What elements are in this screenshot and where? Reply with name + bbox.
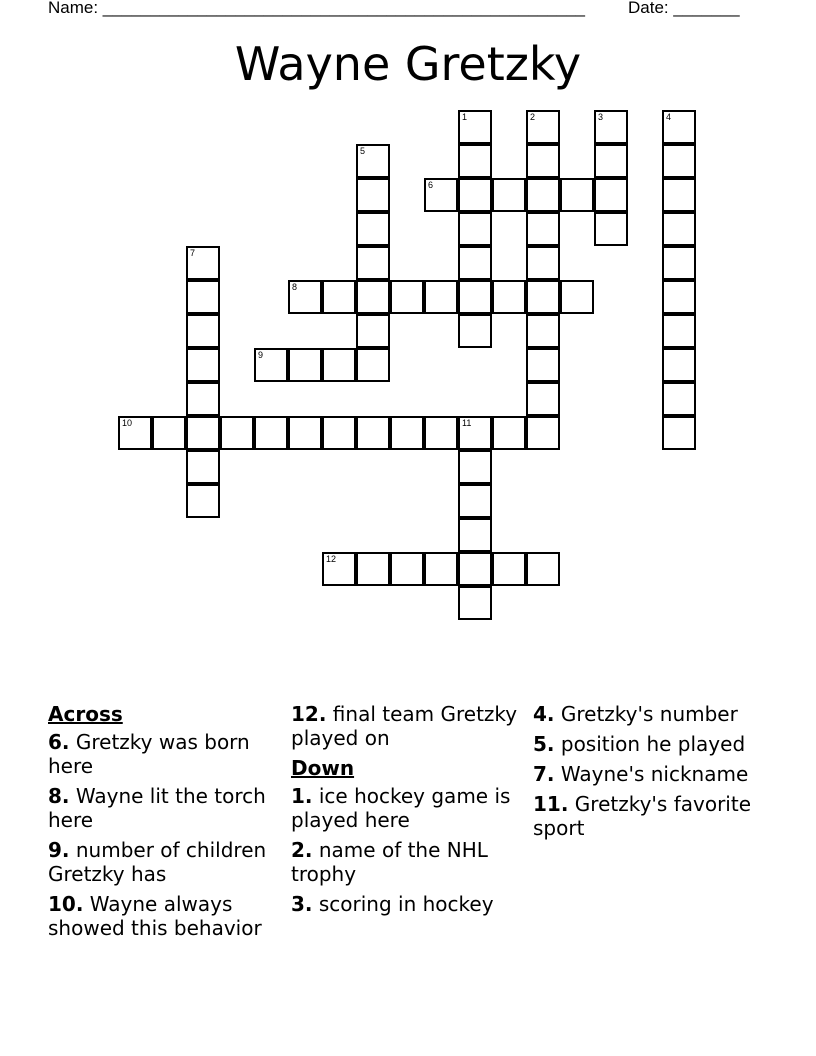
grid-cell[interactable]: [390, 416, 424, 450]
grid-cell[interactable]: [186, 416, 220, 450]
grid-cell[interactable]: [662, 246, 696, 280]
grid-cell[interactable]: [186, 484, 220, 518]
clue-down-5: 5. position he played: [533, 732, 746, 756]
clue-across-9: 9. number of children Gretzky has: [48, 838, 267, 886]
grid-cell[interactable]: [662, 280, 696, 314]
clue-down-3: 3. scoring in hockey: [291, 892, 494, 916]
grid-cell[interactable]: [288, 280, 322, 314]
grid-cell[interactable]: [594, 144, 628, 178]
date-line: Date: _______: [628, 0, 740, 17]
grid-cell[interactable]: [356, 314, 390, 348]
grid-cell[interactable]: [356, 280, 390, 314]
grid-cell[interactable]: [458, 314, 492, 348]
grid-cell[interactable]: [254, 416, 288, 450]
grid-cell[interactable]: [356, 178, 390, 212]
grid-cell[interactable]: [186, 382, 220, 416]
grid-cell[interactable]: [594, 212, 628, 246]
across-heading: Across: [48, 702, 123, 726]
clue-across-8: 8. Wayne lit the torch here: [48, 784, 266, 832]
grid-cell[interactable]: [594, 178, 628, 212]
grid-cell[interactable]: [186, 450, 220, 484]
grid-cell[interactable]: [424, 178, 458, 212]
grid-cell[interactable]: [526, 314, 560, 348]
grid-cell[interactable]: [458, 484, 492, 518]
grid-cell[interactable]: [152, 416, 186, 450]
name-line: Name: ___________________________________________________: [48, 0, 585, 17]
cell-number: 10: [122, 418, 133, 428]
grid-cell[interactable]: [526, 110, 560, 144]
grid-cell[interactable]: [288, 416, 322, 450]
grid-cell[interactable]: [662, 348, 696, 382]
grid-cell[interactable]: [356, 348, 390, 382]
grid-cell[interactable]: [186, 246, 220, 280]
grid-cell[interactable]: [356, 416, 390, 450]
cell-number: 9: [258, 350, 264, 360]
grid-cell[interactable]: [526, 348, 560, 382]
grid-cell[interactable]: [662, 144, 696, 178]
grid-cell[interactable]: [526, 246, 560, 280]
clues-column-3: [533, 702, 769, 846]
page-title: Wayne Gretzky: [234, 37, 582, 91]
grid-cell[interactable]: [254, 348, 288, 382]
grid-cell[interactable]: [356, 552, 390, 586]
grid-cell[interactable]: [186, 348, 220, 382]
grid-cell[interactable]: [220, 416, 254, 450]
clue-across-12: 12. final team Gretzky played on: [291, 702, 518, 750]
grid-cell[interactable]: [526, 178, 560, 212]
clue-down-1: 1. ice hockey game is played here: [291, 784, 511, 832]
grid-cell[interactable]: [424, 552, 458, 586]
grid-cell[interactable]: [662, 416, 696, 450]
cell-number: 7: [190, 248, 196, 258]
grid-cell[interactable]: [458, 246, 492, 280]
grid-cell[interactable]: [458, 552, 492, 586]
clue-across-10: 10. Wayne always showed this behavior: [48, 892, 262, 940]
grid-cell[interactable]: [186, 280, 220, 314]
grid-cell[interactable]: [526, 552, 560, 586]
grid-cell[interactable]: [458, 450, 492, 484]
grid-cell[interactable]: [458, 144, 492, 178]
grid-cell[interactable]: [186, 314, 220, 348]
grid-cell[interactable]: [526, 382, 560, 416]
grid-cell[interactable]: [594, 110, 628, 144]
grid-cell[interactable]: [492, 178, 526, 212]
grid-cell[interactable]: [492, 280, 526, 314]
grid-cell[interactable]: [662, 178, 696, 212]
grid-cell[interactable]: [458, 178, 492, 212]
grid-cell[interactable]: [526, 212, 560, 246]
grid-cell[interactable]: [356, 246, 390, 280]
grid-cell[interactable]: [458, 110, 492, 144]
grid-cell[interactable]: [356, 212, 390, 246]
grid-cell[interactable]: [662, 212, 696, 246]
grid-cell[interactable]: [458, 416, 492, 450]
clue-down-4: 4. Gretzky's number: [533, 702, 738, 726]
grid-cell[interactable]: [526, 280, 560, 314]
grid-cell[interactable]: [458, 212, 492, 246]
grid-cell[interactable]: [322, 280, 356, 314]
grid-cell[interactable]: [390, 552, 424, 586]
grid-cell[interactable]: [526, 144, 560, 178]
cell-number: 12: [326, 554, 337, 564]
grid-cell[interactable]: [322, 552, 356, 586]
clue-down-7: 7. Wayne's nickname: [533, 762, 749, 786]
grid-cell[interactable]: [424, 280, 458, 314]
clue-down-2: 2. name of the NHL trophy: [291, 838, 488, 886]
cell-number: 8: [292, 282, 298, 292]
grid-cell[interactable]: [560, 280, 594, 314]
grid-cell[interactable]: [424, 416, 458, 450]
grid-cell[interactable]: [458, 280, 492, 314]
grid-cell[interactable]: [322, 416, 356, 450]
cell-number: 5: [360, 146, 366, 156]
grid-cell[interactable]: [288, 348, 322, 382]
grid-cell[interactable]: [492, 416, 526, 450]
cell-number: 4: [666, 112, 672, 122]
grid-cell[interactable]: [662, 382, 696, 416]
cell-number: 11: [462, 418, 472, 428]
grid-cell[interactable]: [322, 348, 356, 382]
grid-cell[interactable]: [662, 110, 696, 144]
grid-cell[interactable]: [526, 416, 560, 450]
grid-cell[interactable]: [662, 314, 696, 348]
down-heading: Down: [291, 756, 355, 780]
cell-number: 2: [530, 112, 536, 122]
clue-down-11: 11. Gretzky's favorite sport: [533, 792, 751, 840]
clues-column-2: [291, 702, 527, 922]
grid-cell[interactable]: [458, 586, 492, 620]
cell-number: 6: [428, 180, 434, 190]
clues-column-1: [48, 702, 284, 946]
grid-cell[interactable]: [560, 178, 594, 212]
cell-number: 3: [598, 112, 604, 122]
grid-cell[interactable]: [390, 280, 424, 314]
grid-cell[interactable]: [118, 416, 152, 450]
clue-across-6: 6. Gretzky was born here: [48, 730, 250, 778]
cell-number: 1: [462, 112, 468, 122]
grid-cell[interactable]: [458, 518, 492, 552]
grid-cell[interactable]: [492, 552, 526, 586]
grid-cell[interactable]: [356, 144, 390, 178]
